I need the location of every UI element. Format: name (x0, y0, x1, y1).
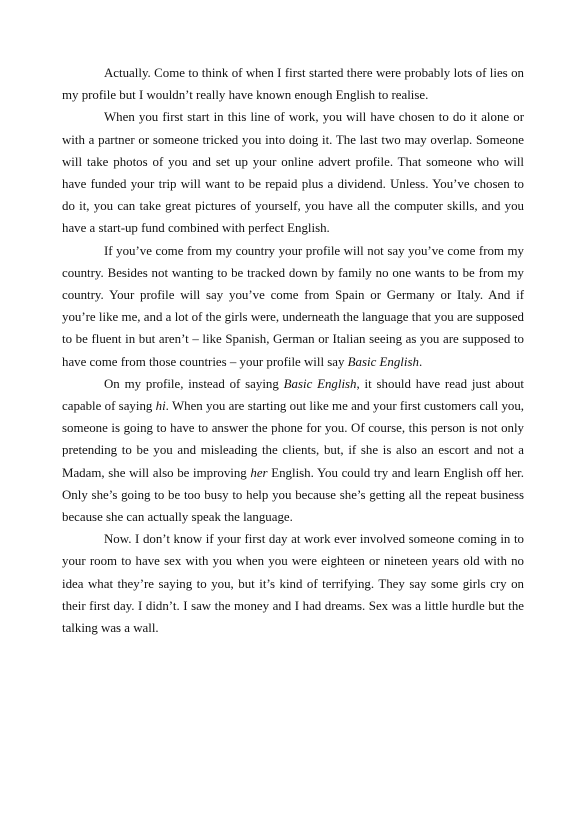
text-run: . When you are starting out like me and your first customers call you, someone is going to have to answer the phone for you. Of course, this person is not only pretending to be you and misleading the clients, but, if she is also an escort and not a Madam, she will also be improving (62, 399, 524, 480)
paragraph-4 (62, 373, 524, 528)
text-run: Now. I don’t know if your first day at work ever involved someone coming in to your room to have sex with you when you were eighteen or nineteen years old with no idea what they’re saying to you, but it’s kind of terrifying. They say some girls cry on their first day. I didn’t. I saw the money and I had dreams. Sex was a little hurdle but the talking was a wall. (62, 532, 524, 636)
text-run: If you’ve come from my country your profile will not say you’ve come from my country. Besides not wanting to be tracked down by family no one wants to be from my country. Your profile will say you’ve come from Spain or Germany or Italy. And if you’re like me, and a lot of the girls were, underneath the language that you are supposed to be fluent in but aren’t – like Spanish, German or Italian seeing as you are supposed to have come from those countries – your profile will say (62, 243, 524, 369)
italic-text: Basic English (283, 376, 357, 391)
text-run: English. You could try and learn English off her. Only she’s going to be too busy to help you because she’s getting all the repeat business because she can actually speak the language. (62, 465, 524, 525)
text-run: , it should have read just about capable of saying (62, 376, 524, 414)
text-run: . (418, 354, 423, 369)
paragraph-1 (62, 62, 524, 106)
italic-text: Basic English (347, 354, 419, 369)
paragraph-2 (62, 106, 524, 239)
italic-text: her (250, 465, 268, 480)
text-run: Actually. Come to think of when I first started there were probably lots of lies on my profile but I wouldn’t really have known enough English to realise. (62, 66, 524, 103)
italic-text: hi (155, 399, 166, 414)
text-run: When you first start in this line of work, you will have chosen to do it alone or with a partner or someone tricked you into doing it. The last two may overlap. Someone will take photos of you and set up your online advert profile. That someone who will have funded your trip will want to be repaid plus a dividend. Unless. You’ve chosen to do it, you can take great pictures of yourself, you have all the computer skills, and you have a start-up fund combined with perfect English. (62, 110, 524, 236)
paragraph-3 (62, 240, 524, 373)
paragraph-5 (62, 528, 524, 639)
document-page (62, 62, 524, 639)
text-run: On my profile, instead of saying (104, 376, 284, 391)
